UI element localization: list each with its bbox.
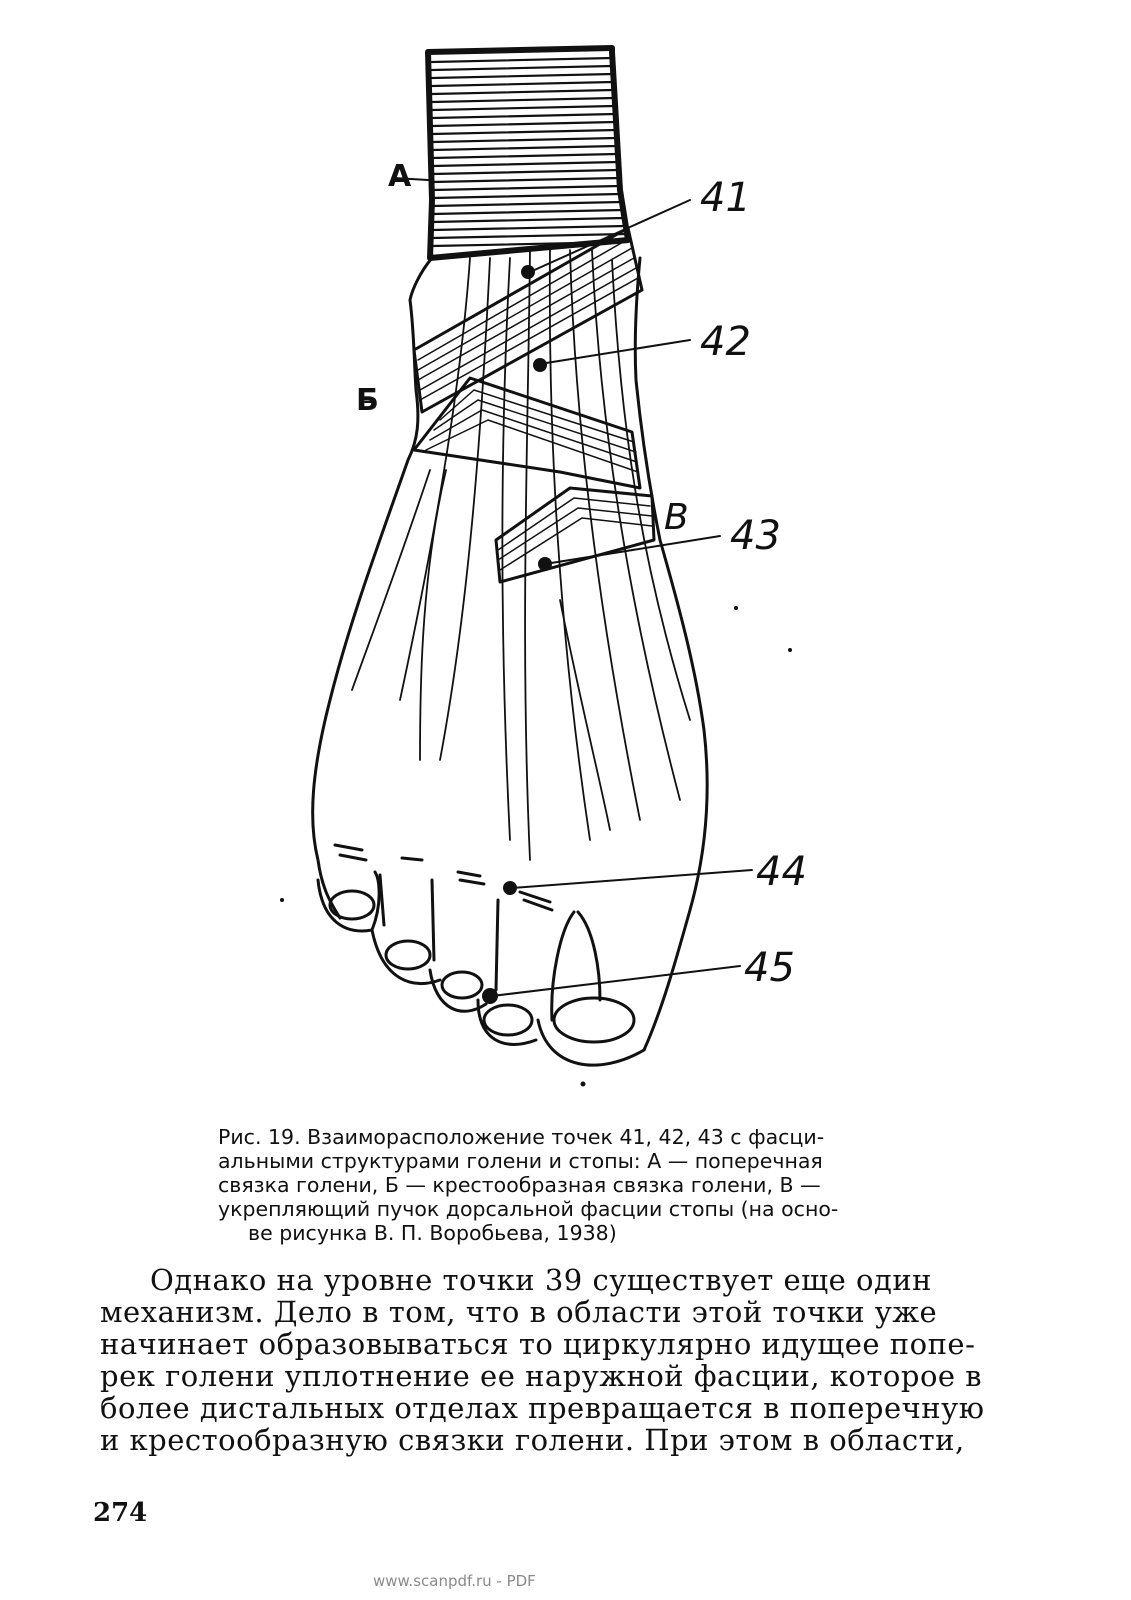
body-paragraph [100, 1264, 1040, 1456]
watermark: www.scanpdf.ru - PDF [373, 1572, 536, 1590]
body-line: более дистальных отделах превращается в поперечную [100, 1391, 985, 1425]
caption-line: альными структурами голени и стопы: А — поперечная [218, 1149, 823, 1173]
body-line: и крестообразную связки голени. При этом в области, [100, 1423, 965, 1457]
body-line: механизм. Дело в том, что в области этой точки уже [100, 1295, 938, 1329]
tendons [352, 250, 690, 860]
toes [318, 845, 644, 1065]
point-42-label: 42 [700, 319, 751, 365]
point-45-label: 45 [744, 945, 795, 991]
label-b: Б [356, 383, 379, 418]
band-hatching [432, 58, 627, 246]
body-line: Однако на уровне точки 39 существует еще один [150, 1263, 932, 1297]
figure-caption [218, 1125, 1018, 1245]
body-line: рек голени уплотнение ее наружной фасции, которое в [100, 1359, 983, 1393]
point-41-label: 41 [700, 175, 751, 221]
caption-line: Рис. 19. Взаиморасположение точек 41, 42, 43 с фасци- [218, 1125, 825, 1149]
point-43-label: 43 [730, 513, 781, 559]
body-line: начинает образовываться то циркулярно идущее попе- [100, 1327, 976, 1361]
label-v: В [664, 497, 689, 538]
page-number: 274 [93, 1498, 148, 1528]
caption-line: ве рисунка В. П. Воробьева, 1938) [248, 1221, 617, 1245]
label-a: А [388, 159, 412, 194]
caption-line: связка голени, Б — крестообразная связка голени, В — [218, 1173, 821, 1197]
caption-line: укрепляющий пучок дорсальной фасции стопы (на осно- [218, 1197, 839, 1221]
point-44-label: 44 [756, 849, 807, 895]
